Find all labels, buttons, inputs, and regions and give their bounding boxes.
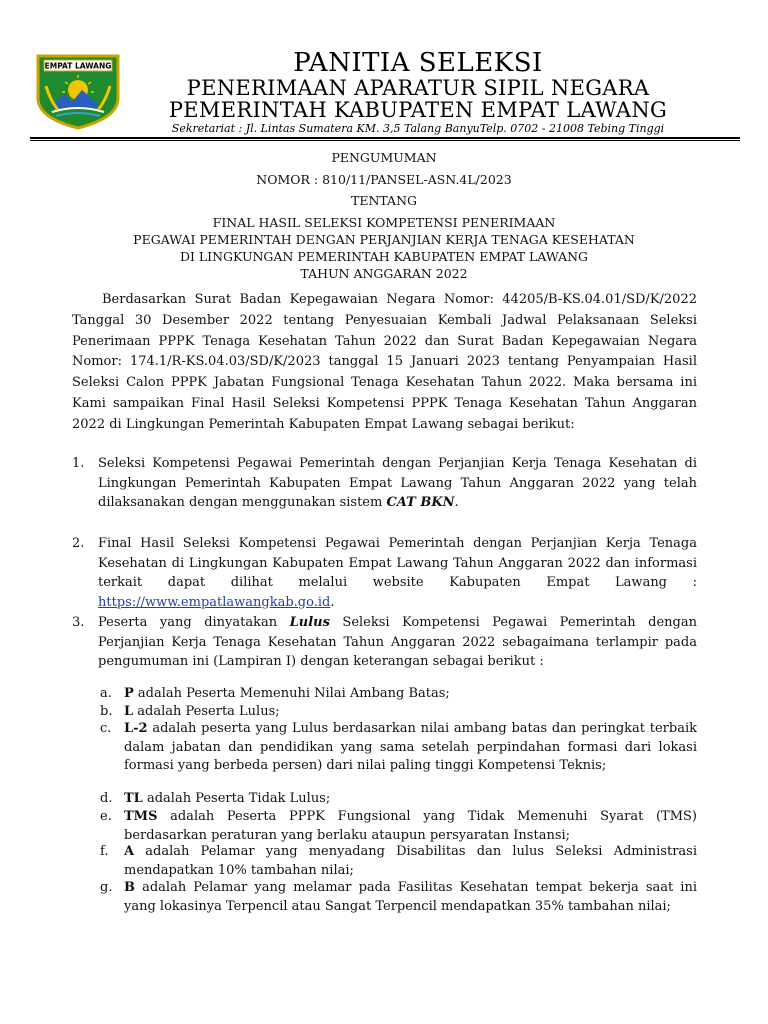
sub-item-b <box>100 703 697 722</box>
list-item-3 <box>72 613 697 672</box>
sub-item-a <box>100 685 697 704</box>
sub-item-letter: b. <box>100 704 113 719</box>
announcement-subject-line4: TAHUN ANGGARAN 2022 <box>300 266 468 281</box>
letterhead-address: Sekretariat : Jl. Lintas Sumatera KM. 3,5 Talang BanyuTelp. 0702 - 21008 Tebing Tinggi <box>171 122 665 135</box>
sub-item-letter: f. <box>100 844 109 859</box>
sub-item-letter: d. <box>100 791 113 806</box>
intro-paragraph <box>72 290 697 436</box>
sub-item-c <box>100 720 697 776</box>
sub-item-f <box>100 843 697 880</box>
sub-item-text: adalah Peserta Memenuhi Nilai Ambang Batas; <box>133 686 450 701</box>
website-link[interactable]: https://www.empatlawangkab.go.id <box>98 594 331 610</box>
announcement-subject-line2: PEGAWAI PEMERINTAH DENGAN PERJANJIAN KERJA TENAGA KESEHATAN <box>133 232 635 247</box>
list-item-text: Seleksi Kompetensi Pegawai Pemerintah dengan Perjanjian Kerja Tenaga Kesehatan Tahun Anggaran 2022 sebagaimana terlampir pada pengumuman ini (Lampiran I) dengan keterangan sebagai berikut : <box>98 615 697 669</box>
announcement-tentang: TENTANG <box>350 193 417 208</box>
announcement-heading: PENGUMUMAN <box>331 150 437 165</box>
letterhead-rule-thin <box>30 140 740 141</box>
list-item-1 <box>72 454 697 513</box>
sub-item-code: B <box>124 880 135 895</box>
letterhead-subtitle: PENERIMAAN APARATUR SIPIL NEGARA <box>186 76 650 100</box>
announcement-number: NOMOR : 810/11/PANSEL-ASN.4L/2023 <box>256 172 512 187</box>
list-item-number: 2. <box>72 536 85 551</box>
sub-item-letter: g. <box>100 880 113 895</box>
list-item-text: Seleksi Kompetensi Pegawai Pemerintah dengan Perjanjian Kerja Tenaga Kesehatan di Lingkungan Pemerintah Kabupaten Empat Lawang Tahun Anggaran 2022 yang telah dilaksanakan dengan menggunakan sistem <box>98 456 697 510</box>
list-item-number: 3. <box>72 615 85 630</box>
svg-text:EMPAT LAWANG: EMPAT LAWANG <box>44 61 112 71</box>
sub-item-letter: a. <box>100 686 112 701</box>
sub-item-code: P <box>124 686 134 701</box>
sub-item-e <box>100 808 697 845</box>
list-item-text: Final Hasil Seleksi Kompetensi Pegawai Pemerintah dengan Perjanjian Kerja Tenaga Kesehatan di Lingkungan Kabupaten Empat Lawang Tahun Anggaran 2022 dan informasi terkait dapat dilihat melalui website Kabupaten Empat Lawang : <box>98 536 697 590</box>
intro-text: Berdasarkan Surat Badan Kepegawaian Negara Nomor: 44205/B-KS.04.01/SD/K/2022 Tanggal 30 Desember 2022 tentang Penyesuaian Kembali Jadwal Pelaksanaan Seleksi Penerimaan PPPK Tenaga Kesehatan Tahun 2022 dan Surat Badan Kepegawaian Negara Nomor: 174.1/R-KS.04.03/SD/K/2023 tanggal 15 Januari 2023 tentang Penyampaian Hasil Seleksi Calon PPPK Jabatan Fungsional Tenaga Kesehatan Tahun 2022. Maka bersama ini Kami sampaikan Final Hasil Seleksi Kompetensi PPPK Tenaga Kesehatan Tahun Anggaran 2022 di Lingkungan Pemerintah Kabupaten Empat Lawang sebagai berikut: <box>72 292 697 432</box>
sub-item-text: adalah Peserta Tidak Lulus; <box>142 791 331 806</box>
list-item-emphasis: CAT BKN <box>386 495 455 510</box>
sub-item-letter: e. <box>100 809 112 824</box>
sub-item-code: L <box>124 704 134 719</box>
sub-item-text: adalah peserta yang Lulus berdasarkan nilai ambang batas dan peringkat terbaik dalam jabatan dan pendidikan yang sama setelah perpindahan formasi dari lokasi formasi yang berbeda persen) dari nilai paling tinggi Kompetensi Teknis; <box>124 721 697 774</box>
sub-item-letter: c. <box>100 721 112 736</box>
sub-item-code: A <box>124 844 135 859</box>
sub-item-text: adalah Peserta PPPK Fungsional yang Tidak Memenuhi Syarat (TMS) berdasarkan peraturan yang berlaku ataupun persyaratan Instansi; <box>124 809 697 843</box>
list-item-end: . <box>454 495 459 510</box>
list-item-emphasis: Lulus <box>289 615 330 630</box>
list-item-number: 1. <box>72 456 85 471</box>
letterhead-title: PANITIA SELEKSI <box>293 48 543 78</box>
sub-item-text: adalah Peserta Lulus; <box>133 704 280 719</box>
letterhead-government: PEMERINTAH KABUPATEN EMPAT LAWANG <box>168 98 668 122</box>
sub-item-code: L-2 <box>124 721 148 736</box>
sub-item-text: adalah Pelamar yang menyadang Disabilitas dan lulus Seleksi Administrasi mendapatkan 10% tambahan nilai; <box>124 844 697 878</box>
sub-item-code: TMS <box>124 809 158 824</box>
sub-item-text: adalah Pelamar yang melamar pada Fasilitas Kesehatan tempat bekerja saat ini yang lokasinya Terpencil atau Sangat Terpencil mendapatkan 35% tambahan nilai; <box>124 880 697 914</box>
announcement-subject-line1: FINAL HASIL SELEKSI KOMPETENSI PENERIMAAN <box>212 215 556 230</box>
sub-item-d <box>100 790 697 809</box>
sub-item-g <box>100 879 697 916</box>
announcement-subject-line3: DI LINGKUNGAN PEMERINTAH KABUPATEN EMPAT LAWANG <box>179 249 589 264</box>
list-item-2 <box>72 534 697 612</box>
list-item-end: . <box>330 594 335 610</box>
list-item-pre: Peserta yang dinyatakan <box>98 615 290 630</box>
letterhead-rule <box>30 137 740 139</box>
sub-item-code: TL <box>124 791 143 806</box>
